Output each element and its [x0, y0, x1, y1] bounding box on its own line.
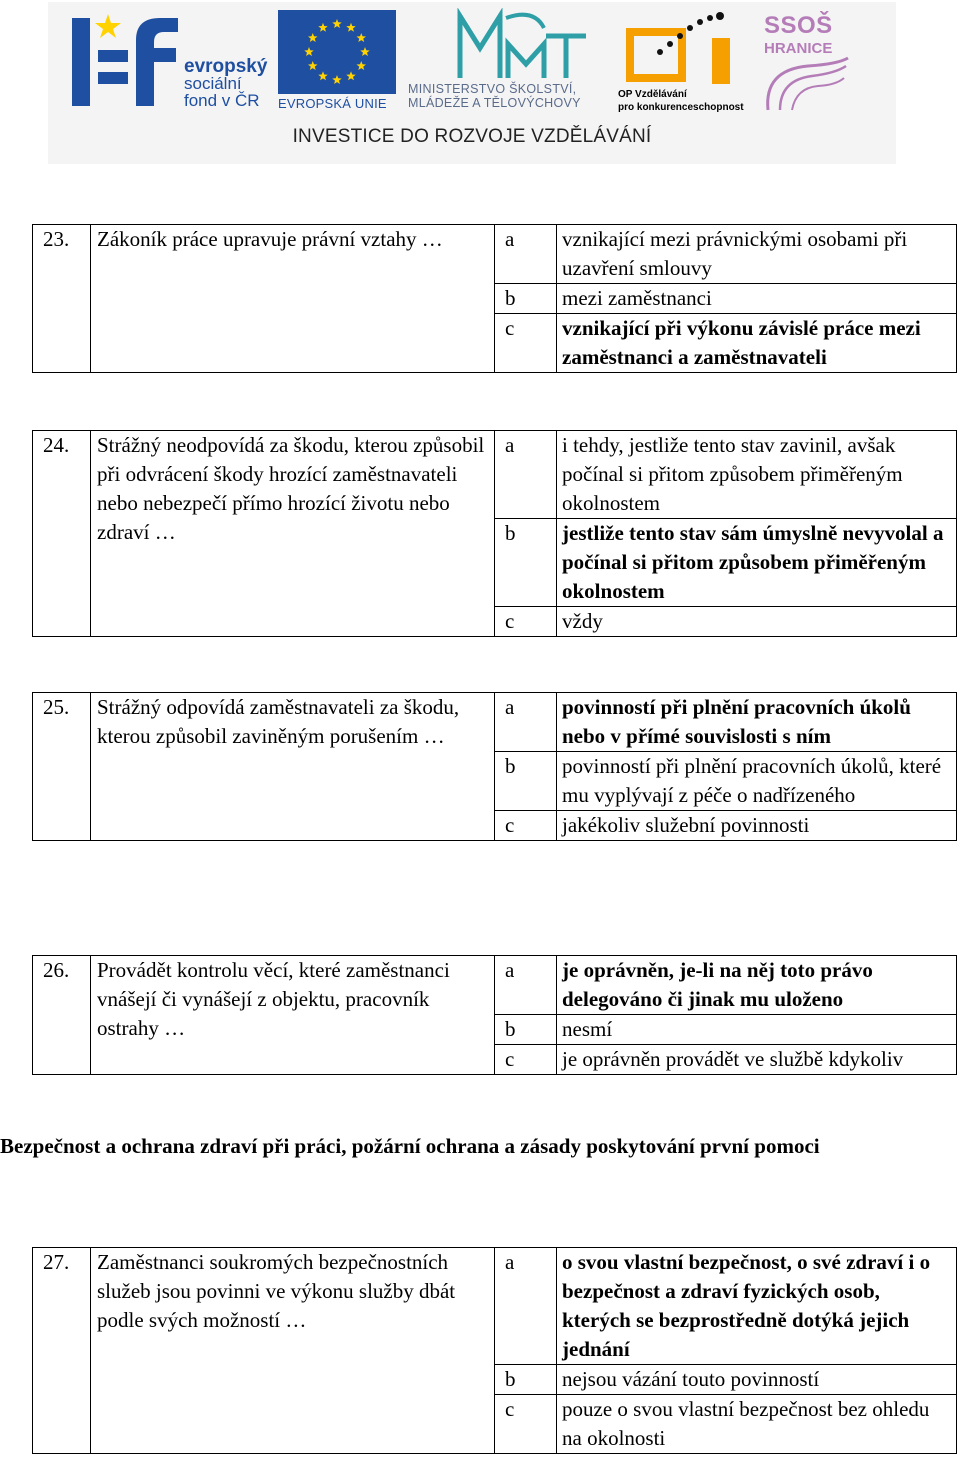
answer-letter: c [495, 1045, 557, 1075]
answer-text: nesmí [557, 1015, 957, 1045]
answer-row [33, 956, 957, 1015]
answer-text-correct: o svou vlastní bezpečnost, o své zdraví i o bezpečnost a zdraví fyzických osob, kterých se bezprostředně dotýká jejich jednání [557, 1248, 957, 1365]
eu-flag-icon [278, 10, 396, 94]
answer-text-correct: je oprávněn, je-li na něj toto právo delegováno či jinak mu uloženo [557, 956, 957, 1015]
esf-text-line1: evropský [184, 56, 268, 77]
question-table [32, 224, 957, 373]
eu-text: EVROPSKÁ UNIE [278, 96, 387, 111]
op-text-line2: pro konkurenceschopnost [618, 102, 744, 113]
question-table [32, 955, 957, 1075]
msmt-text-line2: MLÁDEŽE A TĚLOVÝCHOVY [408, 96, 581, 110]
esf-logo [68, 10, 268, 110]
ssos-logo [758, 8, 858, 116]
answer-letter: c [495, 1395, 557, 1454]
answer-letter: a [495, 225, 557, 284]
esf-text-line3: fond v ČR [184, 91, 260, 110]
answer-text-correct: vznikající při výkonu závislé práce mezi zaměstnanci a zaměstnavateli [557, 314, 957, 373]
op-logo [616, 8, 746, 116]
ssos-title: SSOŠ [764, 12, 833, 39]
answer-letter: c [495, 607, 557, 637]
answer-row [33, 431, 957, 519]
ssos-subtitle: HRANICE [764, 40, 833, 57]
msmt-text [408, 82, 581, 110]
banner-tagline: INVESTICE DO ROZVOJE VZDĚLÁVÁNÍ [292, 126, 652, 147]
msmt-logo-icon [408, 8, 608, 82]
esf-text-line2: sociální [184, 74, 242, 93]
answer-row [33, 225, 957, 284]
question-stem: Strážný neodpovídá za škodu, kterou způsobil při odvrácení škody hrozící zaměstnavateli nebo nebezpečí přímo hrozící životu nebo zdraví … [91, 431, 495, 637]
question-stem: Provádět kontrolu věcí, které zaměstnanci vnášejí či vynášejí z objektu, pracovník ostrahy … [91, 956, 495, 1075]
question-number: 27. [33, 1248, 91, 1454]
eu-logo [278, 10, 403, 110]
answer-text-correct: povinností při plnění pracovních úkolů nebo v přímé souvislosti s ním [557, 693, 957, 752]
answer-letter: b [495, 1365, 557, 1395]
answer-letter: a [495, 693, 557, 752]
answer-row [33, 1248, 957, 1365]
esf-logo-icon [68, 10, 183, 110]
msmt-logo [408, 8, 608, 116]
question-stem: Zákoník práce upravuje právní vztahy … [91, 225, 495, 373]
ssos-swirl-icon [758, 52, 858, 116]
question-number: 25. [33, 693, 91, 841]
question-number: 26. [33, 956, 91, 1075]
question-number: 23. [33, 225, 91, 373]
answer-letter: b [495, 519, 557, 607]
op-text-line1: OP Vzdělávání [618, 89, 687, 100]
answer-text: nejsou vázání touto povinností [557, 1365, 957, 1395]
answer-text: je oprávněn provádět ve službě kdykoliv [557, 1045, 957, 1075]
section-heading: Bezpečnost a ochrana zdraví při práci, požární ochrana a zásady poskytování první pomoci [0, 1134, 820, 1158]
op-text [618, 88, 744, 114]
answer-text-correct: jestliže tento stav sám úmyslně nevyvolal a počínal si přitom způsobem přiměřeným okolnostem [557, 519, 957, 607]
answer-letter: c [495, 314, 557, 373]
answer-letter: c [495, 811, 557, 841]
answer-letter: b [495, 1015, 557, 1045]
header-banner [48, 2, 896, 164]
question-number: 24. [33, 431, 91, 637]
question-table [32, 1247, 957, 1454]
answer-letter: a [495, 1248, 557, 1365]
question-table [32, 430, 957, 637]
op-logo-icon [616, 8, 746, 88]
answer-row [33, 693, 957, 752]
answer-text: i tehdy, jestliže tento stav zavinil, avšak počínal si přitom způsobem přiměřeným okolnostem [557, 431, 957, 519]
answer-letter: a [495, 431, 557, 519]
answer-text: vznikající mezi právnickými osobami při uzavření smlouvy [557, 225, 957, 284]
answer-text: pouze o svou vlastní bezpečnost bez ohledu na okolnosti [557, 1395, 957, 1454]
question-stem: Zaměstnanci soukromých bezpečnostních služeb jsou povinni ve výkonu služby dbát podle svých možností … [91, 1248, 495, 1454]
esf-text [184, 58, 267, 109]
answer-letter: b [495, 752, 557, 811]
answer-text: vždy [557, 607, 957, 637]
question-table [32, 692, 957, 841]
answer-text: mezi zaměstnanci [557, 284, 957, 314]
answer-text: povinností při plnění pracovních úkolů, které mu vyplývají z péče o nadřízeného [557, 752, 957, 811]
answer-letter: a [495, 956, 557, 1015]
question-stem: Strážný odpovídá zaměstnavateli za škodu, kterou způsobil zaviněným porušením … [91, 693, 495, 841]
answer-letter: b [495, 284, 557, 314]
msmt-text-line1: MINISTERSTVO ŠKOLSTVÍ, [408, 82, 577, 96]
answer-text: jakékoliv služební povinnosti [557, 811, 957, 841]
